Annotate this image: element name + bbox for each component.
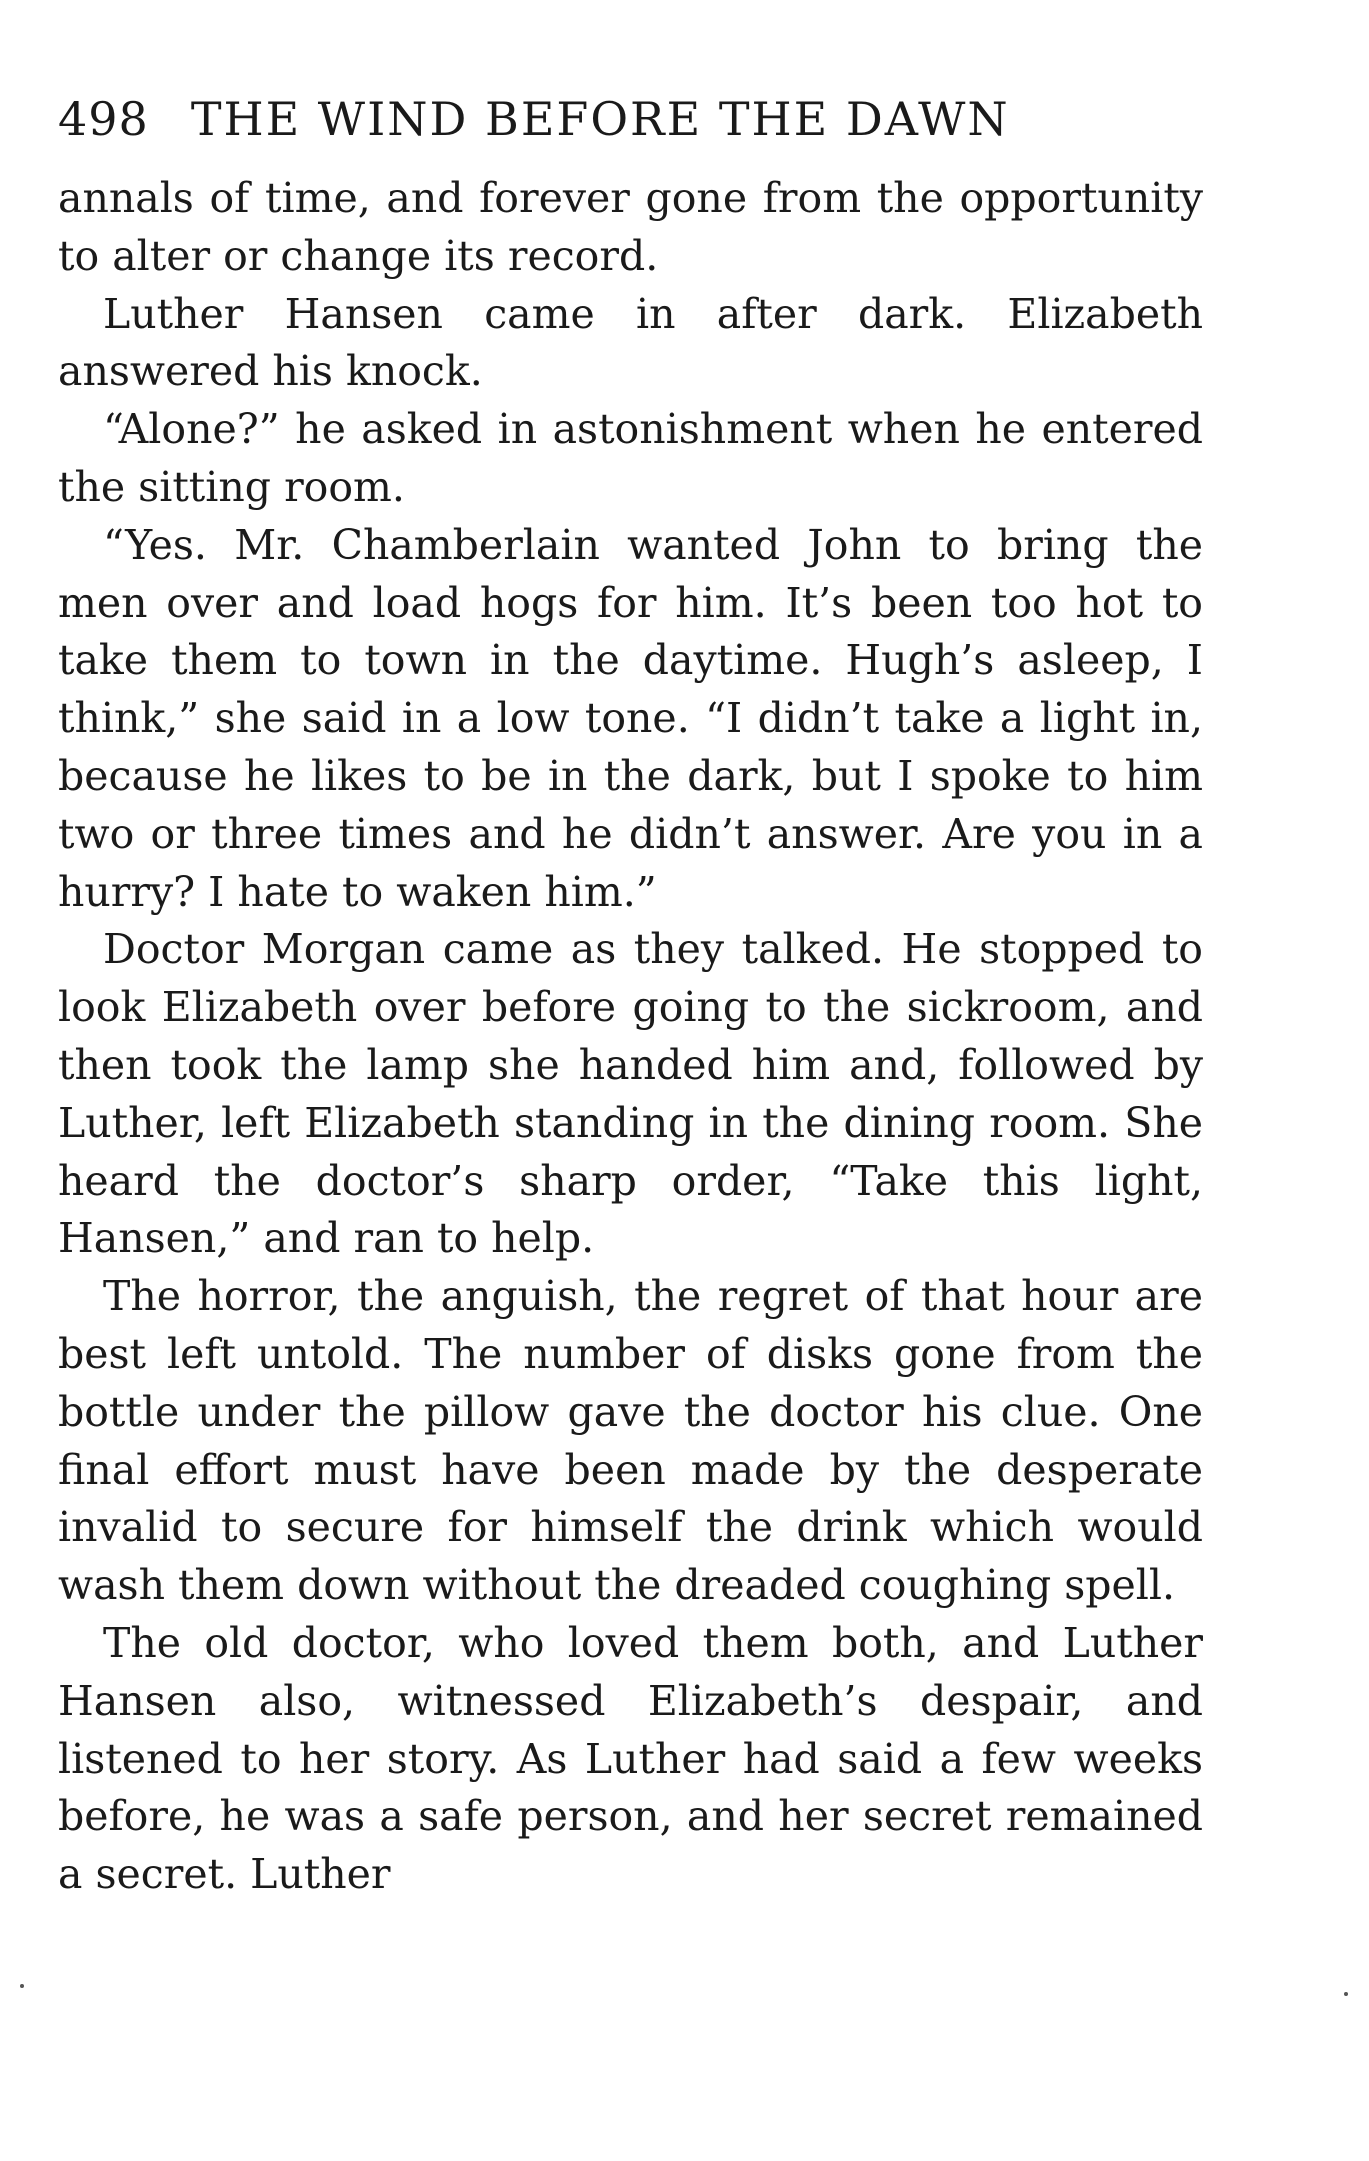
paragraph: “Yes. Mr. Chamberlain wanted John to bring the men over and load hogs for him. It’s been too hot to take them to town in the daytime. Hugh’s asleep, I think,” she said in a low tone. “I didn’t take a light in, because he likes to be in the dark, but I spoke to him two or three times and he didn’t answer. Are you in a hurry? I hate to waken him.” — [58, 520, 1203, 916]
paragraph: Doctor Morgan came as they talked. He stopped to look Elizabeth over before going to the sickroom, and then took the lamp she handed him and, followed by Luther, left Elizabeth standing in the dining room. She heard the doctor’s sharp order, “Take this light, Hansen,” and ran to help. — [58, 925, 1203, 1263]
paper-speck — [20, 1984, 24, 1988]
paragraph: The horror, the anguish, the regret of that hour are best left untold. The number of disks gone from the bottle under the pillow gave the doctor his clue. One final effort must have been made by the desperate invalid to secure for himself the drink which would wash them down without the dreaded coughing spell. — [58, 1272, 1203, 1610]
paragraph: Luther Hansen came in after dark. Elizabeth answered his knock. — [58, 289, 1203, 396]
paragraph: The old doctor, who loved them both, and Luther Hansen also, witnessed Elizabeth’s despair, and listened to her story. As Luther had said a few weeks before, he was a safe person, and her secret remained a secret. Luther — [58, 1618, 1203, 1899]
running-title: THE WIND BEFORE THE DAWN — [190, 92, 1010, 146]
paragraph: “Alone?” he asked in astonishment when he entered the sitting room. — [58, 405, 1203, 511]
page-header — [58, 92, 1203, 166]
book-page — [58, 92, 1203, 1904]
page-number: 498 — [58, 92, 149, 146]
paper-speck — [1344, 1992, 1348, 1996]
paragraph: annals of time, and forever gone from the opportunity to alter or change its record. — [58, 174, 1203, 280]
body-text — [58, 170, 1203, 1904]
